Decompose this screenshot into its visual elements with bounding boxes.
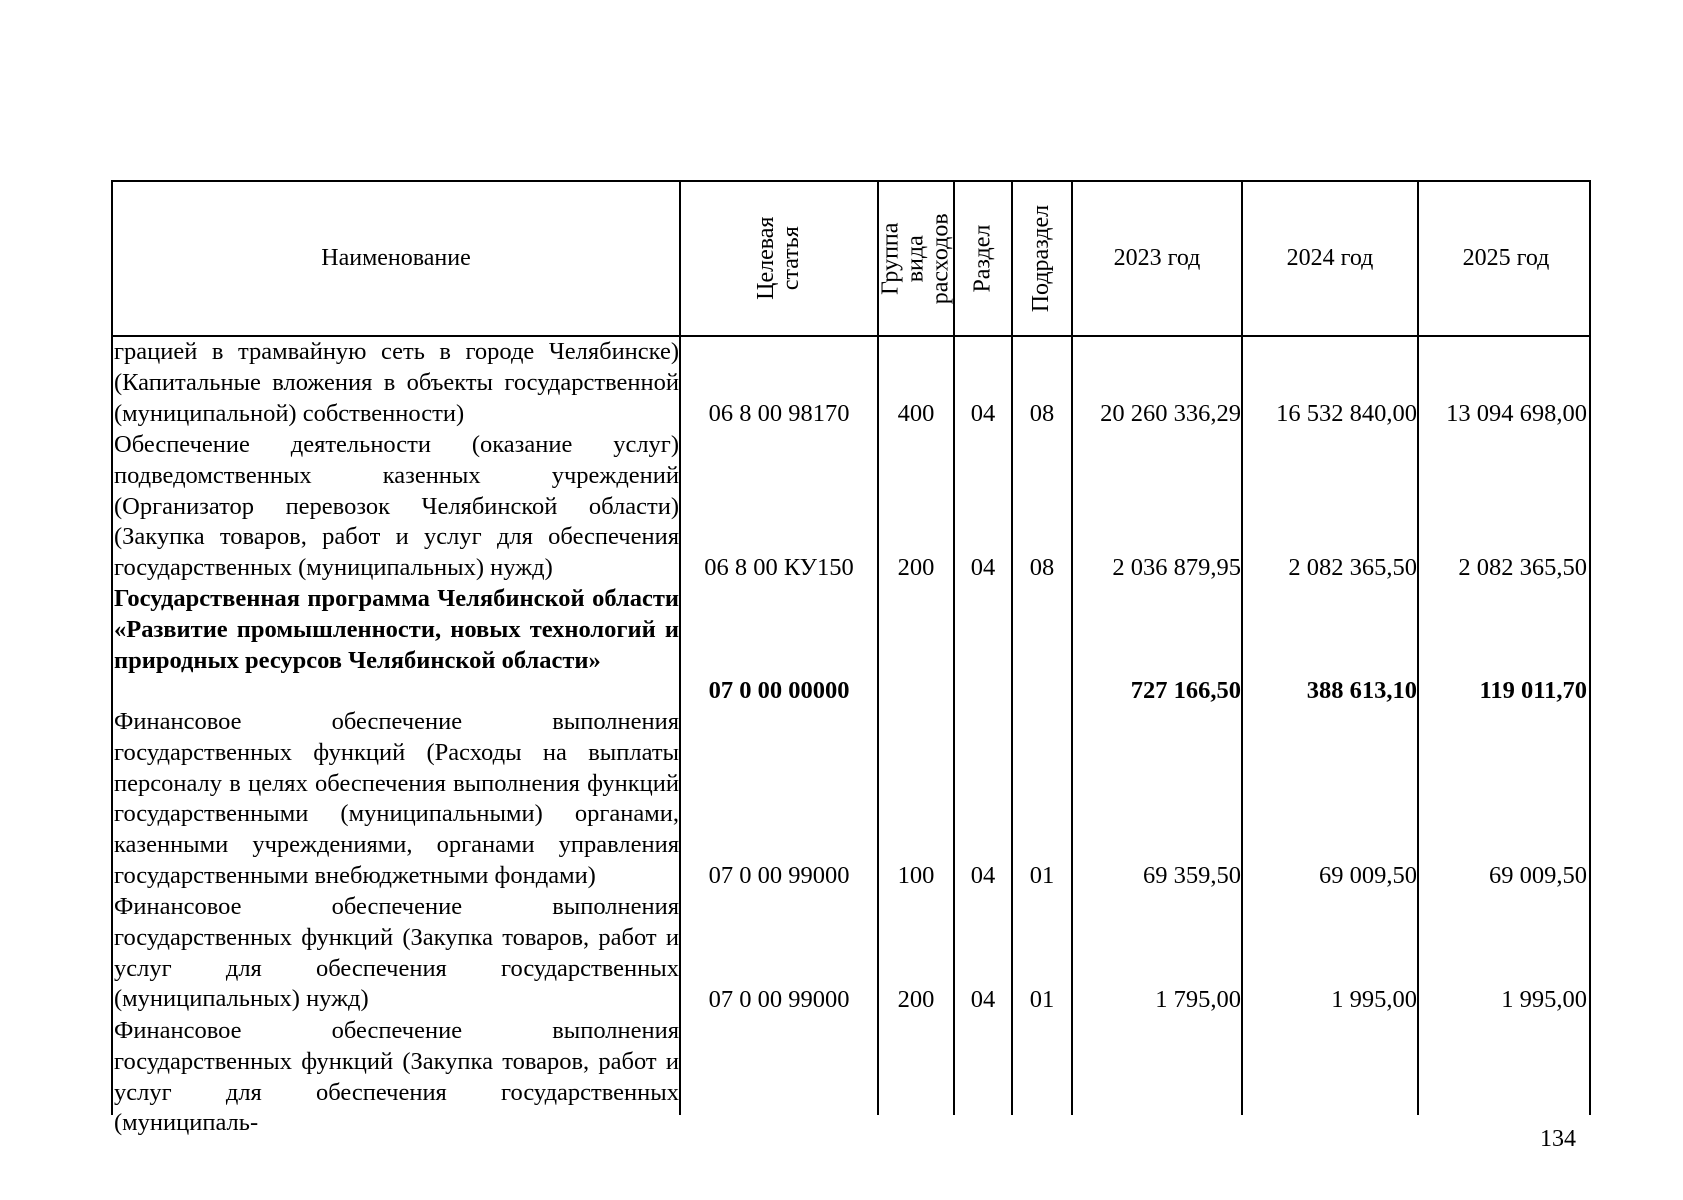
row-subsection: 01 — [1029, 862, 1055, 889]
row-section: 04 — [970, 862, 996, 889]
table-row-name: грацией в трамвайную сеть в городе Челябинске) (Капитальные вложения в объекты государственной (муниципальной) собственности) — [114, 338, 679, 427]
row-code: 06 8 00 КУ150 — [704, 554, 854, 581]
row-2024: 1 995,00 — [1331, 986, 1417, 1013]
table-row-name: Государственная программа Челябинской области «Развитие промышленности, новых технологий и природных ресурсов Челябинской области» — [114, 585, 679, 674]
row-2025: 13 094 698,00 — [1446, 400, 1587, 427]
row-2023: 727 166,50 — [1130, 677, 1241, 704]
row-section: 04 — [970, 400, 996, 427]
table-row-name: Финансовое обеспечение выполнения государственных функций (Расходы на выплаты персоналу в целях обеспечения выполнения функций государственными (муниципальными) органами, казенными учреждениями, органами управления государственными внебюджетными фондами) — [114, 708, 679, 889]
table-row-name: Финансовое обеспечение выполнения государственных функций (Закупка товаров, работ и услуг для обеспечения государственных (муниципальных) нужд) — [114, 893, 679, 1013]
row-subsection: 01 — [1029, 986, 1055, 1013]
row-section: 04 — [970, 986, 996, 1013]
row-code: 07 0 00 99000 — [708, 986, 850, 1013]
row-2024: 388 613,10 — [1306, 677, 1417, 704]
header-section: Раздел — [969, 224, 996, 293]
table-row-name: Обеспечение деятельности (оказание услуг) подведомственных казенных учреждений (Организатор перевозок Челябинской области) (Закупка товаров, работ и услуг для обеспечения государственных (муниципальных) нужд) — [114, 431, 679, 582]
header-2024: 2024 год — [1286, 245, 1374, 271]
row-2024: 69 009,50 — [1319, 862, 1417, 889]
row-2025: 1 995,00 — [1501, 986, 1587, 1013]
table-body — [113, 337, 1589, 1137]
header-subsection: Подраздел — [1028, 204, 1055, 313]
row-2025: 69 009,50 — [1489, 862, 1587, 889]
header-2023: 2023 год — [1113, 245, 1201, 271]
header-name: Наименование — [321, 245, 471, 271]
row-section: 04 — [970, 554, 996, 581]
row-group: 200 — [897, 986, 935, 1013]
row-2024: 2 082 365,50 — [1288, 554, 1417, 581]
row-code: 07 0 00 99000 — [708, 862, 850, 889]
row-2025: 119 011,70 — [1479, 677, 1587, 704]
budget-table — [111, 180, 1591, 1137]
row-code: 06 8 00 98170 — [708, 400, 850, 427]
row-group: 200 — [897, 554, 935, 581]
header-group: Группа вида расходов — [877, 213, 954, 304]
row-2025: 2 082 365,50 — [1458, 554, 1587, 581]
row-2023: 20 260 336,29 — [1100, 400, 1241, 427]
row-group: 400 — [897, 400, 935, 427]
page-number: 134 — [1540, 1126, 1576, 1152]
table-row-name: Финансовое обеспечение выполнения государственных функций (Закупка товаров, работ и услуг для обеспечения государственных (муниципаль- — [114, 1017, 679, 1137]
row-2023: 2 036 879,95 — [1112, 554, 1241, 581]
row-subsection: 08 — [1029, 400, 1055, 427]
row-2023: 69 359,50 — [1143, 862, 1241, 889]
header-target: Целевая статья — [752, 216, 804, 301]
row-code: 07 0 00 00000 — [708, 677, 850, 704]
row-group: 100 — [897, 862, 935, 889]
header-2025: 2025 год — [1462, 245, 1550, 271]
row-subsection: 08 — [1029, 554, 1055, 581]
row-2024: 16 532 840,00 — [1276, 400, 1417, 427]
row-2023: 1 795,00 — [1155, 986, 1241, 1013]
